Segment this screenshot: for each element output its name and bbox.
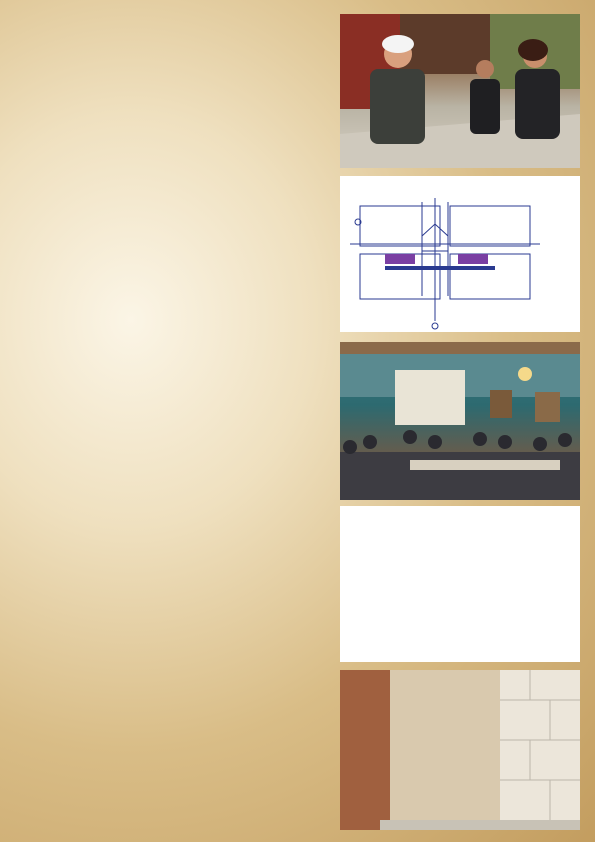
photo-wall-fragment: [340, 670, 580, 830]
diagram-panel-joint: [340, 176, 580, 332]
graphs-moisture: [340, 506, 580, 662]
photo-construction-workers: [340, 14, 580, 168]
photo-conference-hall: [340, 342, 580, 500]
